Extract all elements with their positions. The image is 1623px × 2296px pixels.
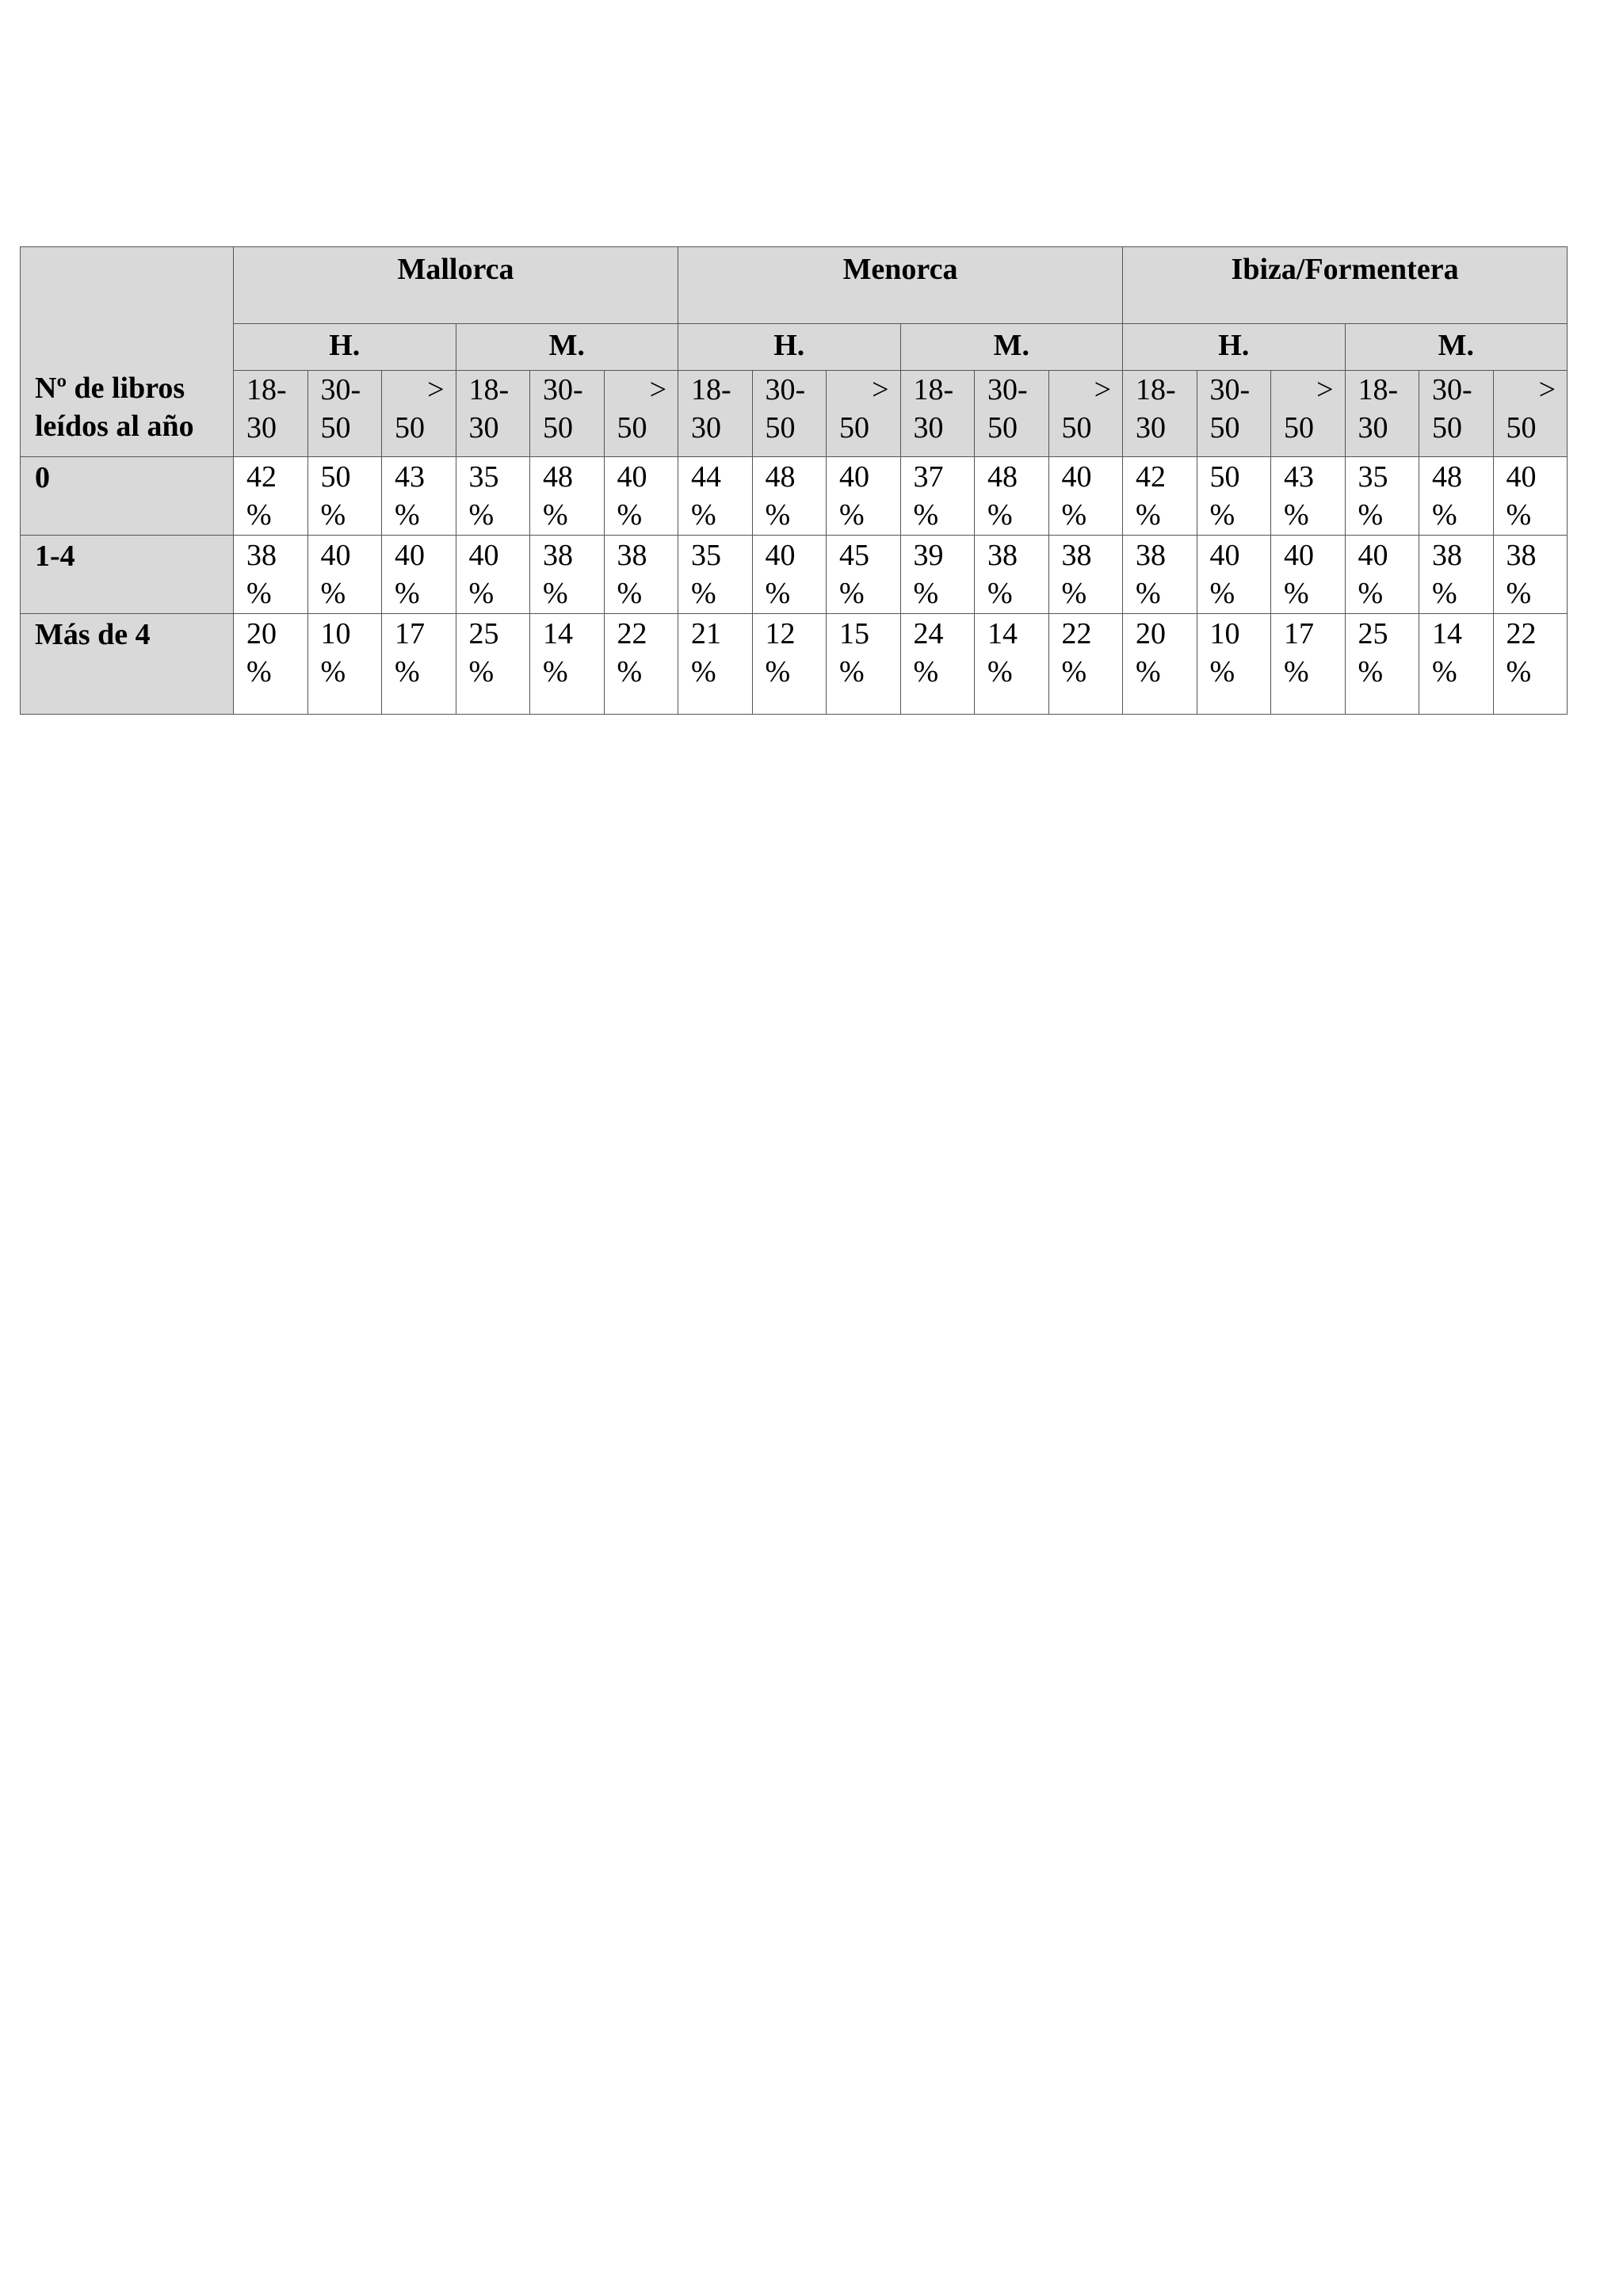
table-cell bbox=[678, 457, 753, 536]
percent-sign: % bbox=[617, 498, 643, 532]
age-group-line: > bbox=[427, 373, 445, 406]
table-cell bbox=[900, 614, 975, 715]
cell-value: 21 bbox=[691, 617, 721, 650]
age-group-header bbox=[1048, 371, 1123, 457]
percent-sign: % bbox=[1432, 577, 1457, 610]
table-cell bbox=[1271, 614, 1346, 715]
age-group-line: 50 bbox=[1061, 411, 1092, 444]
age-group-line: 50 bbox=[395, 411, 425, 444]
sex-header: M. bbox=[456, 324, 678, 371]
table-cell bbox=[1123, 536, 1197, 614]
percent-sign: % bbox=[246, 577, 272, 610]
table-cell bbox=[1419, 457, 1494, 536]
age-group-line: > bbox=[1316, 373, 1334, 406]
percent-sign: % bbox=[1506, 498, 1532, 532]
age-group-line: 18- bbox=[468, 373, 510, 406]
age-group-line: 50 bbox=[765, 411, 796, 444]
row-label: Más de 4 bbox=[21, 614, 234, 715]
table-cell bbox=[827, 457, 901, 536]
percent-sign: % bbox=[1506, 577, 1532, 610]
cell-value: 50 bbox=[1209, 460, 1240, 494]
cell-value: 40 bbox=[1506, 460, 1537, 494]
percent-sign: % bbox=[246, 498, 272, 532]
table-cell bbox=[752, 536, 827, 614]
percent-sign: % bbox=[987, 577, 1013, 610]
cell-value: 48 bbox=[1432, 460, 1463, 494]
table-cell bbox=[1197, 614, 1271, 715]
percent-sign: % bbox=[1209, 655, 1235, 688]
percent-sign: % bbox=[987, 655, 1013, 688]
percent-sign: % bbox=[1284, 498, 1309, 532]
table-cell bbox=[1197, 536, 1271, 614]
table-cell bbox=[1271, 457, 1346, 536]
table-row bbox=[21, 614, 1568, 715]
age-group-line: 30- bbox=[543, 373, 583, 406]
age-group-line: 50 bbox=[1506, 411, 1537, 444]
cell-value: 38 bbox=[1432, 539, 1463, 572]
age-group-line: 50 bbox=[320, 411, 351, 444]
age-group-line: 30 bbox=[1358, 411, 1388, 444]
age-group-line: > bbox=[872, 373, 889, 406]
table-cell bbox=[975, 536, 1049, 614]
cell-value: 22 bbox=[617, 617, 647, 650]
table-cell bbox=[456, 536, 530, 614]
table-cell bbox=[1345, 614, 1419, 715]
table-cell bbox=[1048, 614, 1123, 715]
percent-sign: % bbox=[543, 498, 568, 532]
table-cell bbox=[456, 614, 530, 715]
cell-value: 22 bbox=[1506, 617, 1537, 650]
percent-sign: % bbox=[246, 655, 272, 688]
percent-sign: % bbox=[765, 498, 791, 532]
table-cell bbox=[382, 536, 456, 614]
island-header: Ibiza/Formentera bbox=[1123, 247, 1568, 324]
percent-sign: % bbox=[987, 498, 1013, 532]
cell-value: 38 bbox=[1136, 539, 1167, 572]
table-cell bbox=[604, 614, 678, 715]
age-group-line: 30 bbox=[913, 411, 944, 444]
percent-sign: % bbox=[395, 655, 420, 688]
percent-sign: % bbox=[839, 577, 865, 610]
age-group-header bbox=[1493, 371, 1568, 457]
age-group-header bbox=[604, 371, 678, 457]
cell-value: 38 bbox=[617, 539, 647, 572]
age-group-line: 30- bbox=[320, 373, 361, 406]
percent-sign: % bbox=[1358, 498, 1384, 532]
cell-value: 15 bbox=[839, 617, 869, 650]
table-cell bbox=[604, 457, 678, 536]
cell-value: 38 bbox=[246, 539, 277, 572]
percent-sign: % bbox=[913, 655, 939, 688]
age-group-line: > bbox=[649, 373, 666, 406]
percent-sign: % bbox=[1061, 655, 1087, 688]
table-cell bbox=[382, 614, 456, 715]
table-cell bbox=[1345, 457, 1419, 536]
age-group-line: 30 bbox=[246, 411, 277, 444]
age-group-line: 50 bbox=[987, 411, 1018, 444]
age-group-line: 50 bbox=[1284, 411, 1315, 444]
cell-value: 45 bbox=[839, 539, 869, 572]
table-cell bbox=[900, 457, 975, 536]
cell-value: 40 bbox=[1358, 539, 1388, 572]
table-cell bbox=[752, 457, 827, 536]
percent-sign: % bbox=[468, 655, 495, 688]
cell-value: 48 bbox=[987, 460, 1018, 494]
percent-sign: % bbox=[765, 577, 791, 610]
age-group-header bbox=[1271, 371, 1346, 457]
cell-value: 17 bbox=[1284, 617, 1315, 650]
percent-sign: % bbox=[1358, 655, 1384, 688]
age-group-header bbox=[234, 371, 308, 457]
cell-value: 40 bbox=[617, 460, 647, 494]
cell-value: 50 bbox=[320, 460, 351, 494]
percent-sign: % bbox=[1136, 577, 1161, 610]
cell-value: 40 bbox=[395, 539, 425, 572]
cell-value: 10 bbox=[320, 617, 351, 650]
percent-sign: % bbox=[839, 655, 865, 688]
cell-value: 37 bbox=[913, 460, 944, 494]
percent-sign: % bbox=[691, 498, 716, 532]
age-group-line: 50 bbox=[839, 411, 869, 444]
island-header: Menorca bbox=[678, 247, 1123, 324]
age-group-line: 50 bbox=[617, 411, 647, 444]
percent-sign: % bbox=[839, 498, 865, 532]
table-cell bbox=[382, 457, 456, 536]
cell-value: 38 bbox=[1061, 539, 1092, 572]
cell-value: 40 bbox=[320, 539, 351, 572]
percent-sign: % bbox=[1432, 498, 1457, 532]
age-group-header bbox=[1419, 371, 1494, 457]
age-group-line: 18- bbox=[691, 373, 731, 406]
cell-value: 40 bbox=[1061, 460, 1092, 494]
cell-value: 24 bbox=[913, 617, 944, 650]
table-cell bbox=[827, 614, 901, 715]
cell-value: 38 bbox=[987, 539, 1018, 572]
table-cell bbox=[307, 457, 382, 536]
age-group-line: 18- bbox=[1358, 373, 1399, 406]
age-group-header bbox=[456, 371, 530, 457]
percent-sign: % bbox=[691, 655, 716, 688]
cell-value: 48 bbox=[765, 460, 796, 494]
cell-value: 22 bbox=[1061, 617, 1092, 650]
table-cell bbox=[307, 614, 382, 715]
age-group-line: 30- bbox=[987, 373, 1028, 406]
age-group-header bbox=[1345, 371, 1419, 457]
percent-sign: % bbox=[468, 498, 495, 532]
cell-value: 48 bbox=[543, 460, 573, 494]
age-group-line: > bbox=[1538, 373, 1556, 406]
table-row bbox=[21, 536, 1568, 614]
age-group-line: 30- bbox=[1209, 373, 1251, 406]
percent-sign: % bbox=[1136, 498, 1161, 532]
percent-sign: % bbox=[1284, 655, 1309, 688]
cell-value: 40 bbox=[1284, 539, 1315, 572]
percent-sign: % bbox=[1209, 577, 1235, 610]
row-label: 0 bbox=[21, 457, 234, 536]
cell-value: 14 bbox=[543, 617, 573, 650]
age-group-header bbox=[307, 371, 382, 457]
table-cell bbox=[827, 536, 901, 614]
cell-value: 40 bbox=[468, 539, 499, 572]
percent-sign: % bbox=[765, 655, 791, 688]
cell-value: 43 bbox=[395, 460, 425, 494]
table-cell bbox=[530, 536, 605, 614]
age-group-header bbox=[752, 371, 827, 457]
table-cell bbox=[1271, 536, 1346, 614]
percent-sign: % bbox=[1209, 498, 1235, 532]
age-group-line: 18- bbox=[246, 373, 287, 406]
island-header: Mallorca bbox=[234, 247, 678, 324]
cell-value: 14 bbox=[1432, 617, 1463, 650]
sex-header: H. bbox=[1123, 324, 1346, 371]
age-group-header bbox=[382, 371, 456, 457]
table-cell bbox=[1345, 536, 1419, 614]
percent-sign: % bbox=[395, 498, 420, 532]
table-cell bbox=[307, 536, 382, 614]
table-cell bbox=[1493, 614, 1568, 715]
percent-sign: % bbox=[543, 655, 568, 688]
percent-sign: % bbox=[1358, 577, 1384, 610]
table-cell bbox=[604, 536, 678, 614]
age-group-header bbox=[827, 371, 901, 457]
age-group-line: 30- bbox=[765, 373, 806, 406]
cell-value: 40 bbox=[1209, 539, 1240, 572]
table-cell bbox=[1123, 457, 1197, 536]
sex-header: H. bbox=[678, 324, 901, 371]
cell-value: 40 bbox=[839, 460, 869, 494]
age-group-line: 30 bbox=[691, 411, 721, 444]
cell-value: 40 bbox=[765, 539, 796, 572]
table-cell bbox=[234, 536, 308, 614]
cell-value: 42 bbox=[1136, 460, 1167, 494]
cell-value: 38 bbox=[543, 539, 573, 572]
sex-header: M. bbox=[1345, 324, 1568, 371]
cell-value: 44 bbox=[691, 460, 721, 494]
age-group-line: 30 bbox=[468, 411, 499, 444]
table-cell bbox=[1419, 536, 1494, 614]
cell-value: 39 bbox=[913, 539, 944, 572]
age-group-header bbox=[900, 371, 975, 457]
table-cell bbox=[234, 457, 308, 536]
cell-value: 12 bbox=[765, 617, 796, 650]
percent-sign: % bbox=[468, 577, 495, 610]
table-cell bbox=[1493, 536, 1568, 614]
age-group-header bbox=[678, 371, 753, 457]
reading-frequency-table bbox=[20, 246, 1568, 715]
age-group-line: > bbox=[1094, 373, 1112, 406]
age-group-header bbox=[530, 371, 605, 457]
cell-value: 17 bbox=[395, 617, 425, 650]
cell-value: 35 bbox=[691, 539, 721, 572]
percent-sign: % bbox=[617, 655, 643, 688]
cell-value: 25 bbox=[468, 617, 499, 650]
percent-sign: % bbox=[1061, 498, 1087, 532]
percent-sign: % bbox=[320, 498, 346, 532]
cell-value: 35 bbox=[468, 460, 499, 494]
table-cell bbox=[1493, 457, 1568, 536]
age-group-line: 30- bbox=[1432, 373, 1472, 406]
percent-sign: % bbox=[320, 577, 346, 610]
age-group-line: 18- bbox=[1136, 373, 1176, 406]
percent-sign: % bbox=[1432, 655, 1457, 688]
percent-sign: % bbox=[1284, 577, 1309, 610]
percent-sign: % bbox=[691, 577, 716, 610]
table-cell bbox=[975, 614, 1049, 715]
table-cell bbox=[752, 614, 827, 715]
cell-value: 14 bbox=[987, 617, 1018, 650]
cell-value: 10 bbox=[1209, 617, 1240, 650]
table-cell bbox=[1048, 536, 1123, 614]
sex-header: M. bbox=[900, 324, 1123, 371]
stub-header: Nº de libros leídos al año bbox=[21, 247, 234, 457]
percent-sign: % bbox=[395, 577, 420, 610]
table-cell bbox=[456, 457, 530, 536]
cell-value: 25 bbox=[1358, 617, 1388, 650]
table-cell bbox=[1419, 614, 1494, 715]
table-cell bbox=[530, 614, 605, 715]
table-cell bbox=[1123, 614, 1197, 715]
percent-sign: % bbox=[913, 498, 939, 532]
age-group-header bbox=[975, 371, 1049, 457]
cell-value: 42 bbox=[246, 460, 277, 494]
table-cell bbox=[678, 614, 753, 715]
table-cell bbox=[1048, 457, 1123, 536]
table-cell bbox=[900, 536, 975, 614]
percent-sign: % bbox=[1506, 655, 1532, 688]
cell-value: 35 bbox=[1358, 460, 1388, 494]
percent-sign: % bbox=[320, 655, 346, 688]
table-cell bbox=[975, 457, 1049, 536]
age-group-line: 50 bbox=[543, 411, 573, 444]
age-group-line: 18- bbox=[913, 373, 954, 406]
table-cell bbox=[1197, 457, 1271, 536]
age-group-line: 30 bbox=[1136, 411, 1167, 444]
age-group-header bbox=[1123, 371, 1197, 457]
table-row bbox=[21, 457, 1568, 536]
percent-sign: % bbox=[543, 577, 568, 610]
percent-sign: % bbox=[1136, 655, 1161, 688]
row-label: 1-4 bbox=[21, 536, 234, 614]
age-group-line: 50 bbox=[1209, 411, 1240, 444]
percent-sign: % bbox=[913, 577, 939, 610]
table-cell bbox=[530, 457, 605, 536]
percent-sign: % bbox=[617, 577, 643, 610]
sex-header: H. bbox=[234, 324, 456, 371]
age-group-header bbox=[1197, 371, 1271, 457]
percent-sign: % bbox=[1061, 577, 1087, 610]
age-group-line: 50 bbox=[1432, 411, 1463, 444]
table-cell bbox=[234, 614, 308, 715]
cell-value: 20 bbox=[1136, 617, 1167, 650]
cell-value: 20 bbox=[246, 617, 277, 650]
table-cell bbox=[678, 536, 753, 614]
cell-value: 38 bbox=[1506, 539, 1537, 572]
cell-value: 43 bbox=[1284, 460, 1315, 494]
